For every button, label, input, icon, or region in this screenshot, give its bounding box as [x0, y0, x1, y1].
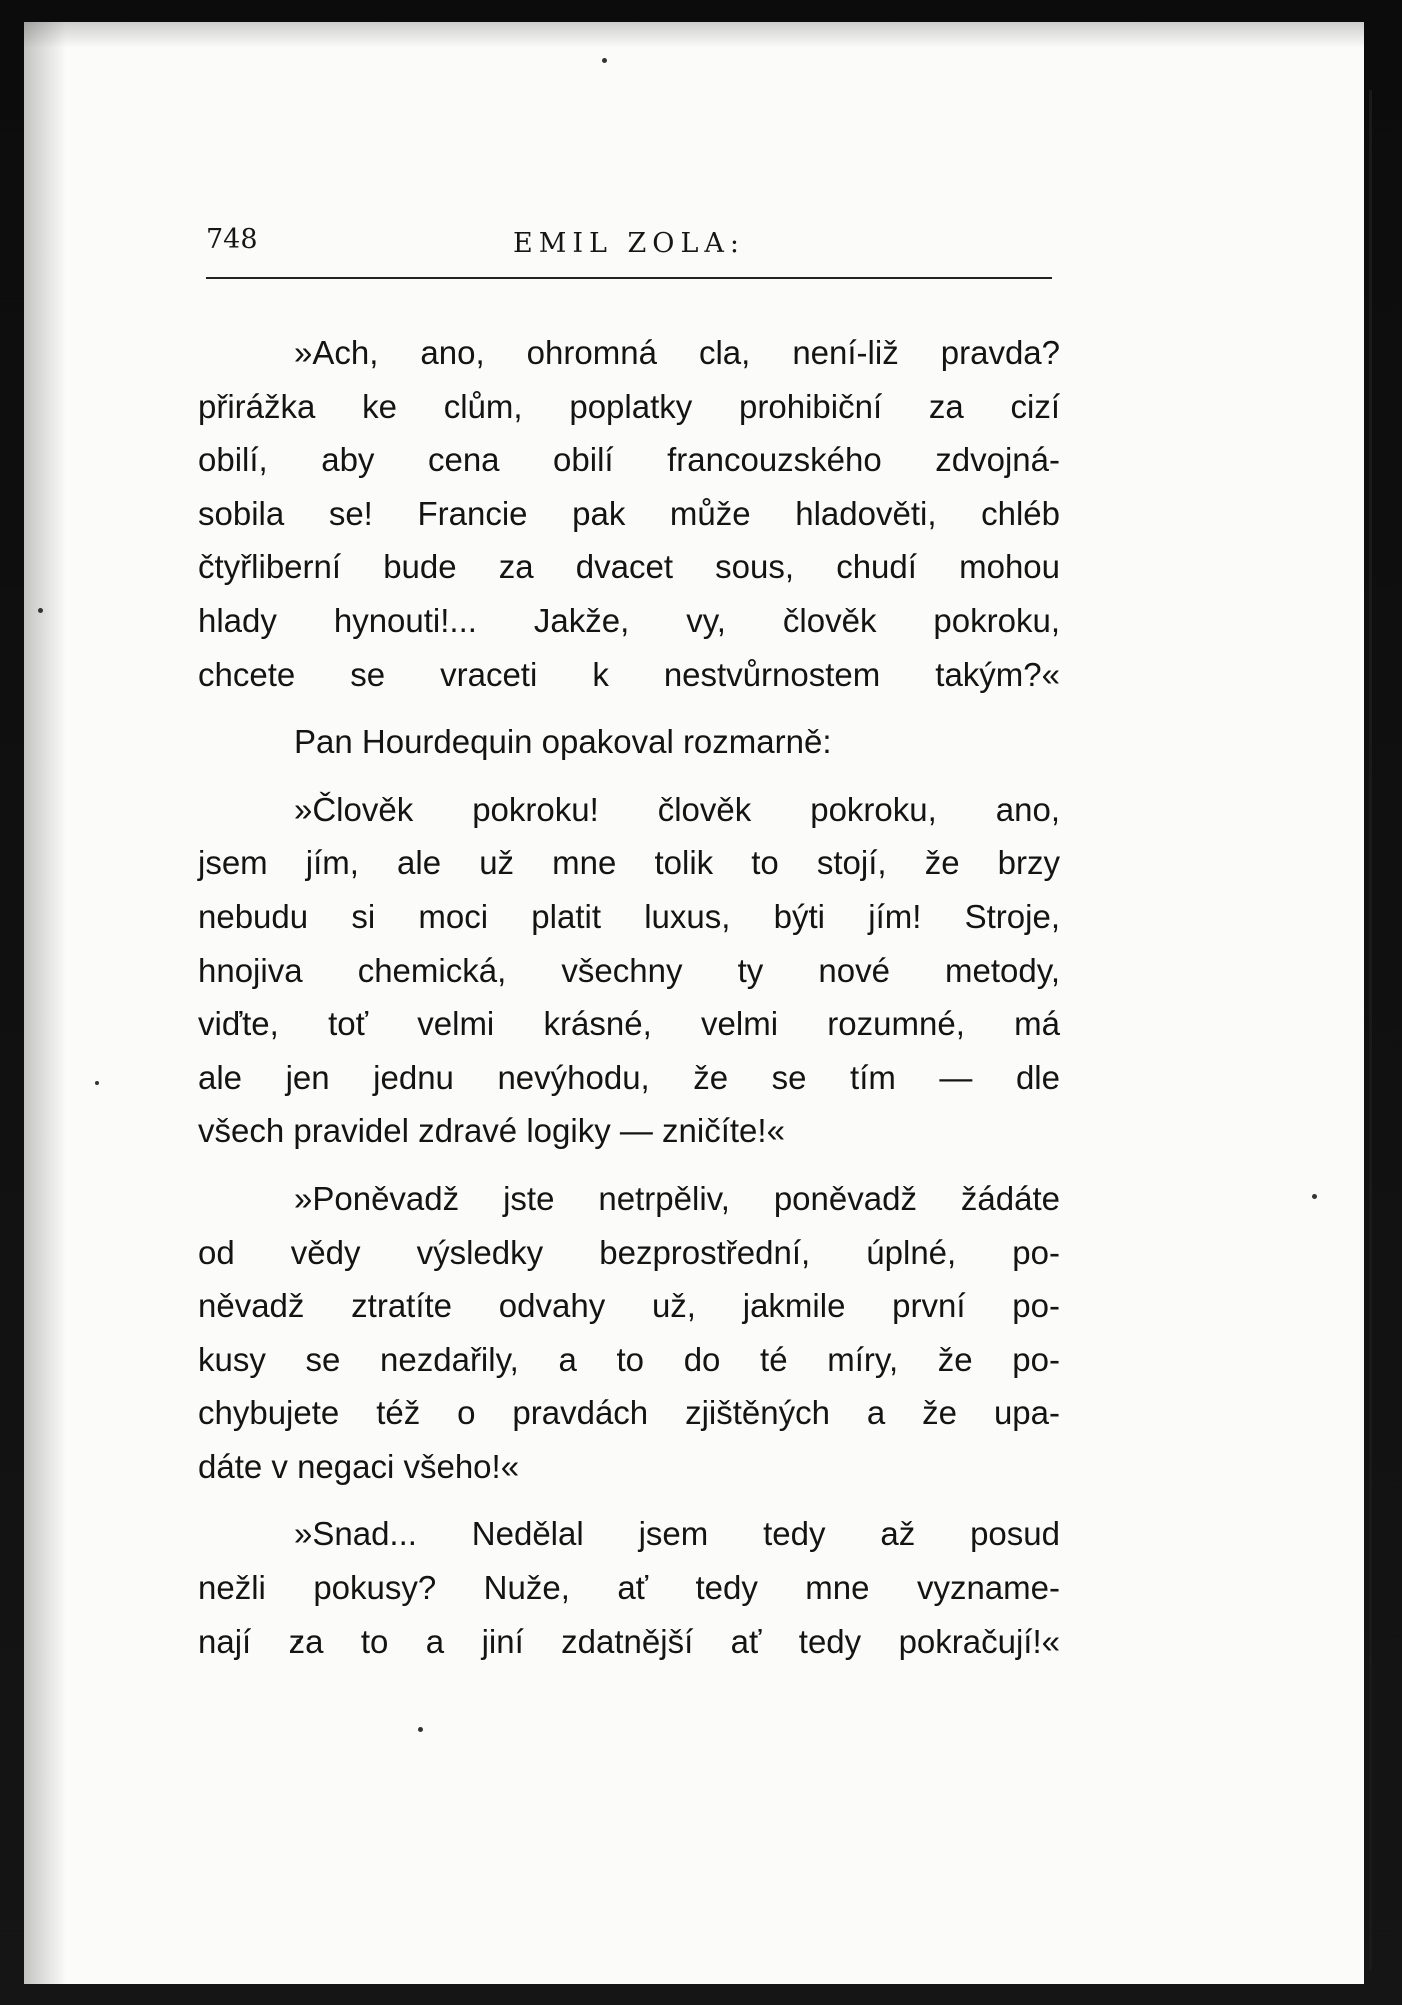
text-line: obilí, aby cena obilí francouzského zdvojná-	[198, 441, 1060, 479]
text-line: chybujete též o pravdách zjištěných a že upa-	[198, 1394, 1060, 1432]
text-line: »Poněvadž jste netrpěliv, poněvadž žádáte	[294, 1179, 1060, 1217]
text-line: sobila se! Francie pak může hladověti, chléb	[198, 494, 1060, 532]
text-line: jsem jím, ale už mne tolik to stojí, že brzy	[198, 844, 1060, 882]
scan-speck	[602, 58, 607, 63]
text-line: všech pravidel zdravé logiky — zničíte!«	[198, 1112, 785, 1150]
header-rule	[206, 277, 1052, 279]
text-line: nebudu si moci platit luxus, býti jím! Stroje,	[198, 897, 1060, 935]
text-line: dáte v negaci všeho!«	[198, 1447, 520, 1485]
text-line: něvadž ztratíte odvahy už, jakmile první po-	[198, 1287, 1060, 1325]
page-header	[206, 224, 1052, 268]
text-line: kusy se nezdařily, a to do té míry, že po-	[198, 1340, 1060, 1378]
text-line: přirážka ke clům, poplatky prohibiční za cizí	[198, 387, 1060, 425]
scan-speck	[418, 1727, 423, 1732]
scan-speck	[38, 608, 43, 613]
paragraph	[198, 326, 1060, 701]
text-line: »Ach, ano, ohromná cla, není-liž pravda?	[294, 334, 1060, 371]
text-line: viďte, toť velmi krásné, velmi rozumné, má	[198, 1005, 1060, 1043]
text-line: nají za to a jiní zdatnější ať tedy pokračují!«	[198, 1622, 1060, 1660]
text-line: hlady hynouti!... Jakže, vy, člověk pokroku,	[198, 601, 1060, 639]
text-line: »Člověk pokroku! člověk pokroku, ano,	[294, 790, 1060, 828]
paragraph	[198, 1507, 1060, 1668]
text-line: chcete se vraceti k nestvůrnostem takým?«	[198, 655, 1060, 693]
body-text	[198, 326, 1060, 1668]
paragraph	[198, 1172, 1060, 1494]
page-number: 748	[206, 224, 258, 255]
text-line: od vědy výsledky bezprostřední, úplné, po-	[198, 1233, 1060, 1271]
paragraph	[198, 783, 1060, 1158]
text-line: nežli pokusy? Nuže, ať tedy mne vyzname-	[198, 1569, 1060, 1607]
text-line: Pan Hourdequin opakoval rozmarně:	[294, 723, 832, 761]
running-title: EMIL ZOLA:	[513, 228, 745, 259]
text-line: ale jen jednu nevýhodu, že se tím — dle	[198, 1058, 1060, 1096]
text-line: »Snad... Nedělal jsem tedy až posud	[294, 1515, 1060, 1553]
paragraph	[198, 715, 1060, 769]
scan-speck	[95, 1081, 99, 1085]
text-line: hnojiva chemická, všechny ty nové metody,	[198, 951, 1060, 989]
scan-edge-line	[1369, 90, 1372, 1970]
text-line: čtyřliberní bude za dvacet sous, chudí mohou	[198, 548, 1060, 586]
scan-speck	[1312, 1194, 1317, 1199]
